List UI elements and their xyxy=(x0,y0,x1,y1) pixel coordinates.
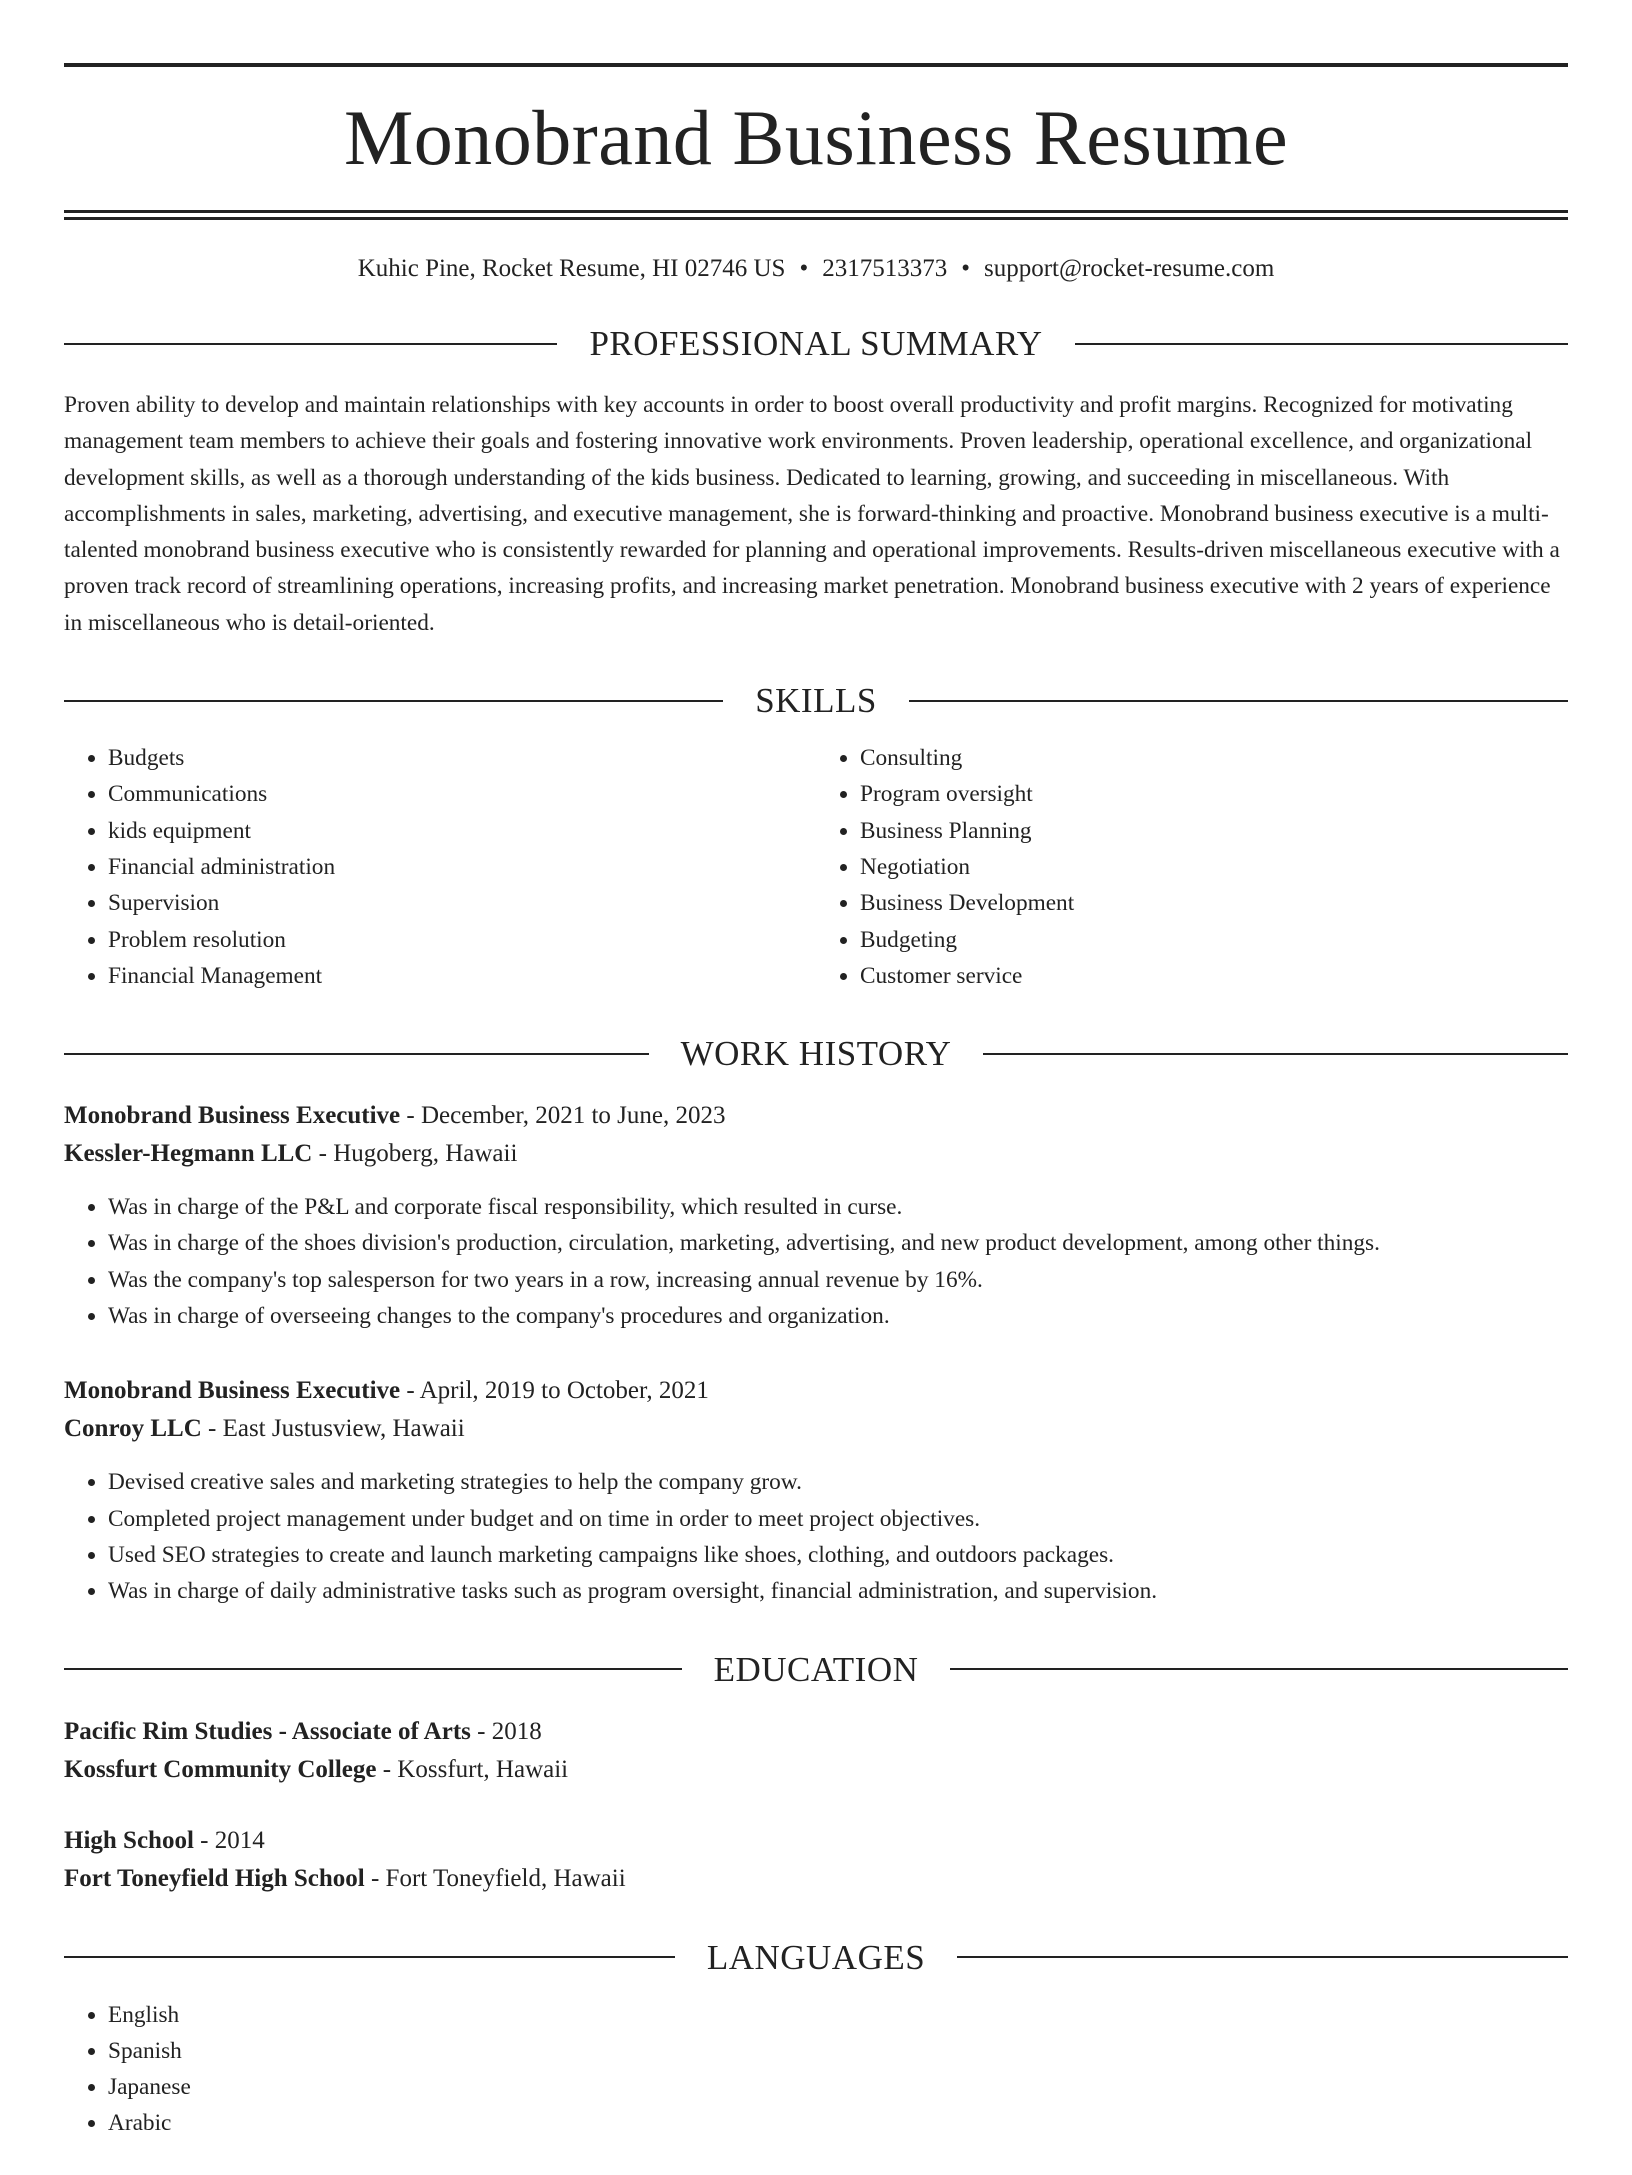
job-bullet: • Was in charge of overseeing changes to the company's procedures and organization. xyxy=(108,1298,1568,1334)
skill-item: • Supervision xyxy=(108,885,816,921)
skill-item: • kids equipment xyxy=(108,813,816,849)
job-entry xyxy=(64,1372,1568,1609)
skill-item: • Budgets xyxy=(108,740,816,776)
education-year: - 2018 xyxy=(470,1717,542,1745)
resume-title: Monobrand Business Resume xyxy=(343,94,1289,181)
job-company: Kessler-Hegmann LLC xyxy=(64,1140,313,1168)
section-heading-work xyxy=(64,1034,1568,1074)
job-bullet: • Used SEO strategies to create and launch marketing campaigns like shoes, clothing, and outdoors packages. xyxy=(108,1537,1568,1573)
job-role-line xyxy=(64,1097,1568,1135)
section-title: LANGUAGES xyxy=(706,1937,926,1977)
skill-item: • Customer service xyxy=(860,958,1568,994)
job-role: Monobrand Business Executive xyxy=(64,1102,401,1130)
skills-columns xyxy=(64,740,1568,994)
skills-list xyxy=(816,740,1568,994)
education-entry xyxy=(64,1713,1568,1789)
title-double-rule xyxy=(64,210,1568,220)
education-degree: Pacific Rim Studies - Associate of Arts xyxy=(64,1717,471,1745)
education-degree-line xyxy=(64,1713,1568,1751)
contact-phone: 2317513373 xyxy=(822,255,948,282)
education-school-line xyxy=(64,1860,1568,1898)
education-year: - 2014 xyxy=(193,1826,265,1854)
job-bullet: • Completed project management under budget and on time in order to meet project objectives. xyxy=(108,1501,1568,1537)
section-title: SKILLS xyxy=(755,681,877,721)
job-dates: - April, 2019 to October, 2021 xyxy=(400,1377,709,1405)
job-bullet: • Was in charge of the shoes division's production, circulation, marketing, advertising, and new product development, among other things. xyxy=(108,1225,1568,1261)
education-school: Kossfurt Community College xyxy=(64,1755,377,1783)
job-role: Monobrand Business Executive xyxy=(64,1377,401,1405)
contact-email: support@rocket-resume.com xyxy=(983,255,1275,282)
languages-block xyxy=(64,1997,1568,2142)
job-bullet: • Was in charge of daily administrative tasks such as program oversight, financial administration, and supervision. xyxy=(108,1573,1568,1609)
skill-item: • Consulting xyxy=(860,740,1568,776)
job-entry xyxy=(64,1097,1568,1334)
job-bullets xyxy=(64,1464,1568,1609)
education-school: Fort Toneyfield High School xyxy=(64,1864,365,1892)
skill-item: • Business Planning xyxy=(860,813,1568,849)
divider-line xyxy=(1075,343,1568,345)
job-dates: - December, 2021 to June, 2023 xyxy=(400,1102,726,1130)
skill-item: • Financial administration xyxy=(108,849,816,885)
skills-column-right xyxy=(816,740,1568,994)
contact-separator: • xyxy=(799,255,809,282)
divider-line xyxy=(957,1956,1568,1958)
skill-item: • Communications xyxy=(108,776,816,812)
divider-line xyxy=(909,700,1568,702)
resume-page xyxy=(0,63,1632,2175)
divider-line xyxy=(983,1053,1568,1055)
contact-line xyxy=(64,254,1568,284)
divider-line xyxy=(64,1668,682,1670)
job-company-line xyxy=(64,1410,1568,1448)
language-item: • Arabic xyxy=(108,2105,1568,2141)
divider-line xyxy=(64,1053,649,1055)
education-location: - Fort Toneyfield, Hawaii xyxy=(364,1864,626,1892)
education-location: - Kossfurt, Hawaii xyxy=(376,1755,569,1783)
job-bullet: • Was in charge of the P&L and corporate fiscal responsibility, which resulted in curse. xyxy=(108,1189,1568,1225)
job-company: Conroy LLC xyxy=(64,1415,202,1443)
languages-list xyxy=(64,1997,1568,2142)
divider-line xyxy=(64,1956,675,1958)
skill-item: • Negotiation xyxy=(860,849,1568,885)
job-bullets xyxy=(64,1189,1568,1334)
skill-item: • Financial Management xyxy=(108,958,816,994)
divider-line xyxy=(64,700,723,702)
skills-list xyxy=(64,740,816,994)
education-school-line xyxy=(64,1751,1568,1789)
divider-line xyxy=(64,343,557,345)
job-role-line xyxy=(64,1372,1568,1410)
top-rule xyxy=(64,63,1568,67)
language-item: • English xyxy=(108,1997,1568,2033)
section-title: WORK HISTORY xyxy=(680,1034,952,1074)
section-heading-education xyxy=(64,1649,1568,1689)
section-heading-languages xyxy=(64,1937,1568,1977)
contact-address: Kuhic Pine, Rocket Resume, HI 02746 US xyxy=(357,255,786,282)
section-title: PROFESSIONAL SUMMARY xyxy=(589,324,1043,363)
job-bullet: • Was the company's top salesperson for two years in a row, increasing annual revenue by 16%. xyxy=(108,1262,1568,1298)
language-item: • Spanish xyxy=(108,2033,1568,2069)
skill-item: • Business Development xyxy=(860,885,1568,921)
divider-line xyxy=(950,1668,1568,1670)
job-location: - Hugoberg, Hawaii xyxy=(312,1140,518,1168)
section-heading-skills xyxy=(64,681,1568,721)
language-item: • Japanese xyxy=(108,2069,1568,2105)
job-company-line xyxy=(64,1135,1568,1173)
skills-column-left xyxy=(64,740,816,994)
contact-separator: • xyxy=(961,255,970,282)
job-location: - East Justusview, Hawaii xyxy=(201,1415,465,1443)
skill-item: • Budgeting xyxy=(860,922,1568,958)
skill-item: • Program oversight xyxy=(860,776,1568,812)
summary-paragraph: Proven ability to develop and maintain relationships with key accounts in order to boost overall productivity and profit margins. Recognized for motivating management team members to achieve their goals and fostering innovative work environments. Proven leadership, operational excellence, and organizational development skills, as well as a thorough understanding of the kids business. Dedicated to learning, growing, and succeeding in miscellaneous. With accomplishments in sales, marketing, advertising, and executive management, she is forward-thinking and proactive. Monobrand business executive is a multi-talented monobrand business executive who is consistently rewarded for planning and operational improvements. Results-driven miscellaneous executive with a proven track record of streamlining operations, increasing profits, and increasing market penetration. Monobrand business executive with 2 years of experience in miscellaneous who is detail-oriented. xyxy=(64,392,1560,636)
section-heading-summary xyxy=(64,326,1568,361)
job-bullet: • Devised creative sales and marketing strategies to help the company grow. xyxy=(108,1464,1568,1500)
education-entry xyxy=(64,1822,1568,1898)
education-degree: High School xyxy=(64,1826,194,1854)
skill-item: • Problem resolution xyxy=(108,922,816,958)
section-title: EDUCATION xyxy=(713,1649,919,1689)
education-degree-line xyxy=(64,1822,1568,1860)
